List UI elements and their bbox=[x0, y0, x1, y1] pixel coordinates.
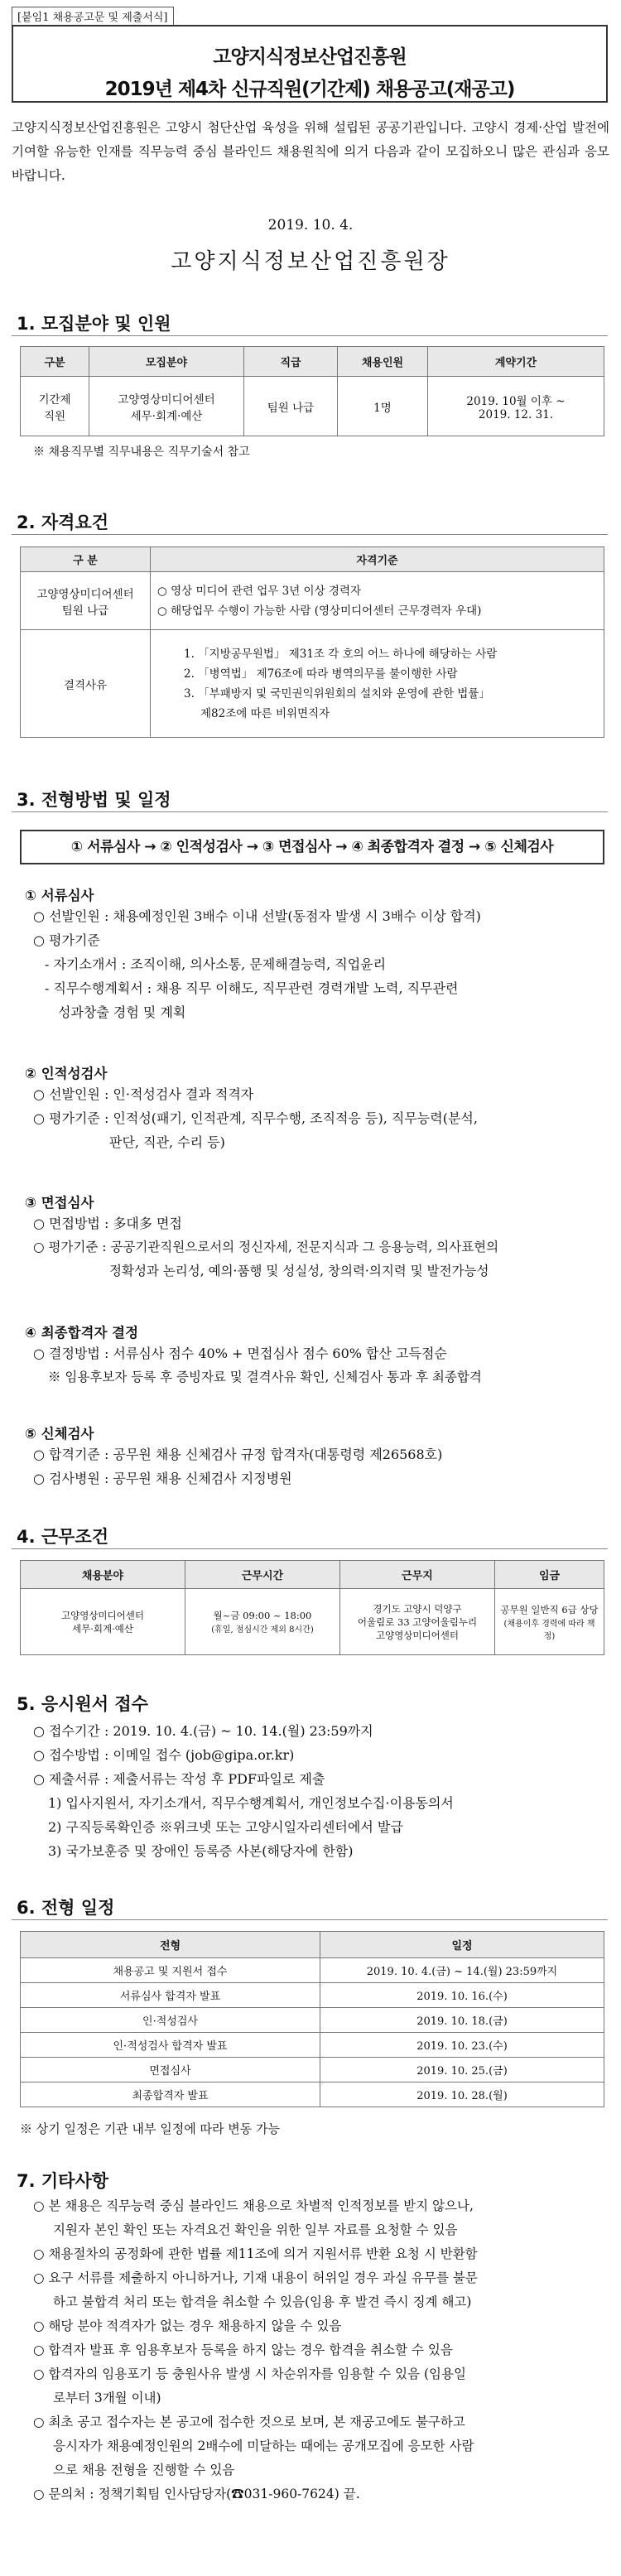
misc-line: ○ 본 채용은 직무능력 중심 블라인드 채용으로 차별적 인적정보를 받지 않으나, bbox=[33, 2198, 474, 2213]
misc-line: 하고 불합격 처리 또는 합격을 취소할 수 있음(임용 후 발견 즉시 징계 해고) bbox=[53, 2294, 472, 2309]
schedule-stage: 인·적성검사 bbox=[21, 2008, 320, 2033]
th-work-place: 근무지 bbox=[340, 1561, 495, 1589]
section6-divider bbox=[12, 1919, 608, 1920]
th-field: 모집분야 bbox=[89, 347, 244, 377]
misc-line: ○ 최초 공고 접수자는 본 공고에 접수한 것으로 보며, 본 재공고에도 불구하고 bbox=[33, 2415, 465, 2429]
step3-line: ○ 면접방법 : 多대多 면접 bbox=[33, 1216, 182, 1231]
section5-heading: 5. 응시원서 접수 bbox=[17, 1694, 148, 1714]
cell-disq-label: 결격사유 bbox=[21, 630, 151, 738]
step5-title: ⑤ 신체검사 bbox=[25, 1426, 94, 1442]
step1-title: ① 서류심사 bbox=[25, 888, 94, 903]
cell-work-pay: 공무원 일반직 6급 상당 (채용이후 경력에 따라 책정) bbox=[495, 1589, 604, 1655]
cell-qual-items bbox=[151, 572, 604, 630]
step1-line: ○ 선발인원 : 채용예정인원 3배수 이내 선발(동점자 발생 시 3배수 이상 합격) bbox=[33, 908, 481, 924]
step3-title: ③ 면접심사 bbox=[25, 1195, 94, 1211]
misc-line: 응시자가 채용예정인원의 2배수에 미달하는 때에는 공개모집에 응모한 사람 bbox=[53, 2439, 474, 2453]
section7-heading: 7. 기타사항 bbox=[17, 2171, 109, 2191]
schedule-stage: 최종합격자 발표 bbox=[21, 2082, 320, 2107]
th-qual-type: 구 분 bbox=[21, 547, 151, 572]
schedule-date: 2019. 10. 25.(금) bbox=[320, 2058, 604, 2082]
apply-line: ○ 제출서류 : 제출서류는 작성 후 PDF파일로 제출 bbox=[33, 1771, 325, 1787]
title-box bbox=[12, 25, 608, 103]
attachment-label: [붙임1 채용공고문 및 제출서식] bbox=[12, 7, 174, 26]
recruit-table bbox=[20, 346, 604, 436]
step1-line: 성과창출 경험 및 계획 bbox=[58, 1004, 186, 1020]
notice-date: 2019. 10. 4. bbox=[267, 217, 354, 234]
section1-heading: 1. 모집분야 및 인원 bbox=[17, 314, 171, 334]
contact-line: ○ 문의처 : 정책기획팀 인사담당자(☎031-960-7624) 끝. bbox=[33, 2487, 360, 2501]
th-work-hours: 근무시간 bbox=[185, 1561, 340, 1589]
section3-heading: 3. 전형방법 및 일정 bbox=[17, 790, 171, 810]
schedule-stage: 면접심사 bbox=[21, 2058, 320, 2082]
cell-qual-label: 고양영상미디어센터 팀원 나급 bbox=[21, 572, 151, 630]
section4-heading: 4. 근무조건 bbox=[17, 1527, 109, 1547]
disq-item: 3. 「부패방지 및 국민권익위원회의 설치와 운영에 관한 법률」 bbox=[184, 686, 490, 701]
th-type: 구분 bbox=[21, 347, 89, 377]
step4-line: ※ 임용후보자 등록 후 증빙자료 및 결격사유 확인, 신체검사 통과 후 최종합격 bbox=[48, 1370, 482, 1384]
cell-count: 1명 bbox=[338, 377, 428, 436]
misc-line: 으로 채용 전형을 진행할 수 있음 bbox=[53, 2463, 235, 2477]
schedule-date: 2019. 10. 23.(수) bbox=[320, 2033, 604, 2058]
disq-item: 2. 「병역법」 제76조에 따라 병역의무를 불이행한 사람 bbox=[184, 667, 458, 681]
schedule-table bbox=[20, 1931, 604, 2107]
section6-note: ※ 상기 일정은 기관 내부 일정에 따라 변동 가능 bbox=[20, 2121, 280, 2136]
th-qual-criteria: 자격기준 bbox=[151, 547, 604, 572]
misc-line: 지원자 본인 확인 또는 자격요건 확인을 위한 일부 자료를 요청할 수 있음 bbox=[53, 2222, 458, 2237]
schedule-date: 2019. 10. 18.(금) bbox=[320, 2008, 604, 2033]
cell-work-hours: 월~금 09:00 ~ 18:00 (휴일, 점심시간 제외 8시간) bbox=[185, 1589, 340, 1655]
schedule-date: 2019. 10. 28.(월) bbox=[320, 2082, 604, 2107]
disq-item: 제82조에 따른 비위면직자 bbox=[200, 706, 330, 720]
misc-line: ○ 해당 분야 적격자가 없는 경우 채용하지 않을 수 있음 bbox=[33, 2318, 342, 2333]
disq-item: 1. 「지방공무원법」 제31조 각 호의 어느 하나에 해당하는 사람 bbox=[184, 647, 498, 661]
qual-item: ○ 해당업무 수행이 가능한 사람 (영상미디어센터 근무경력자 우대) bbox=[157, 604, 482, 618]
cell-disq-items bbox=[151, 630, 604, 738]
section6-heading: 6. 전형 일정 bbox=[17, 1898, 115, 1918]
cell-type: 기간제 직원 bbox=[21, 377, 89, 436]
cell-field: 고양영상미디어센터 세무·회계·예산 bbox=[89, 377, 244, 436]
th-stage: 전형 bbox=[21, 1932, 320, 1958]
section1-divider bbox=[12, 335, 608, 336]
th-work-pay: 임금 bbox=[495, 1561, 604, 1589]
cell-work-place: 경기도 고양시 덕양구 어울림로 33 고양어울림누리 고양영상미디어센터 bbox=[340, 1589, 495, 1655]
step2-line: ○ 평가기준 : 인적성(패기, 인적관계, 직무수행, 조직적응 등), 직무능력(분석, bbox=[33, 1110, 478, 1126]
intro-paragraph: 고양지식정보산업진흥원은 고양시 첨단산업 육성을 위해 설립된 공공기관입니다. 고양시 경제·산업 발전에 기여할 유능한 인재를 직무능력 중심 블라인드 채용원칙에 의거 다음과 같이 모집하오니 많은 관심과 응모 바랍니다. bbox=[12, 120, 609, 183]
apply-line: 2) 구직등록확인증 ※위크넷 또는 고양시일자리센터에서 발급 bbox=[48, 1819, 403, 1835]
schedule-date: 2019. 10. 16.(수) bbox=[320, 1983, 604, 2008]
title-main: 2019년 제4차 신규직원(기간제) 채용공고(재공고) bbox=[104, 79, 515, 100]
apply-line: ○ 접수기간 : 2019. 10. 4.(금) ~ 10. 14.(월) 23:59까지 bbox=[33, 1723, 373, 1739]
th-grade: 직급 bbox=[244, 347, 338, 377]
section4-divider bbox=[12, 1548, 608, 1549]
qual-item: ○ 영상 미디어 관련 업무 3년 이상 경력자 bbox=[157, 584, 362, 598]
step2-title: ② 인적성검사 bbox=[25, 1066, 108, 1081]
step4-title: ④ 최종합격자 결정 bbox=[25, 1325, 139, 1341]
misc-line: ○ 채용절차의 공정화에 관한 법률 제11조에 의거 지원서류 반환 요청 시 반환함 bbox=[33, 2246, 478, 2261]
cell-period: 2019. 10월 이후 ~ 2019. 12. 31. bbox=[428, 377, 604, 436]
section1-note: ※ 채용직무별 직무내용은 직무기술서 참고 bbox=[33, 445, 250, 459]
step2-line: ○ 선발인원 : 인·적성검사 결과 적격자 bbox=[33, 1086, 254, 1102]
step5-line: ○ 검사병원 : 공무원 채용 신체검사 지정병원 bbox=[33, 1471, 292, 1486]
process-flow: ① 서류심사 → ② 인적성검사 → ③ 면접심사 → ④ 최종합격자 결정 → ⑤ 신체검사 bbox=[20, 830, 604, 864]
misc-line: ○ 합격자의 임용포기 등 충원사유 발생 시 차순위자를 임용할 수 있음 (임용일 bbox=[33, 2367, 466, 2381]
schedule-date: 2019. 10. 4.(금) ~ 14.(월) 23:59까지 bbox=[320, 1958, 604, 1983]
schedule-stage: 인·적성검사 합격자 발표 bbox=[21, 2033, 320, 2058]
section3-divider bbox=[12, 811, 608, 812]
step1-line: - 자기소개서 : 조직이해, 의사소통, 문제해결능력, 직업윤리 bbox=[45, 956, 387, 972]
schedule-stage: 서류심사 합격자 발표 bbox=[21, 1983, 320, 2008]
apply-line: ○ 접수방법 : 이메일 접수 (job@gipa.or.kr) bbox=[33, 1747, 295, 1763]
schedule-stage: 채용공고 및 지원서 접수 bbox=[21, 1958, 320, 1983]
step3-line: 정확성과 논리성, 예의·품행 및 성실성, 창의력·의지력 및 발전가능성 bbox=[109, 1264, 489, 1278]
step4-line: ○ 결정방법 : 서류심사 점수 40% + 면접심사 점수 60% 합산 고득점순 bbox=[33, 1346, 447, 1361]
step1-line: ○ 평가기준 bbox=[33, 932, 100, 948]
section2-divider bbox=[12, 534, 608, 535]
step3-line: ○ 평가기준 : 공공기관직원으로서의 정신자세, 전문지식과 그 응용능력, 의사표현의 bbox=[33, 1240, 499, 1254]
th-schedule: 일정 bbox=[320, 1932, 604, 1958]
apply-line: 1) 입사지원서, 자기소개서, 직무수행계획서, 개인정보수집·이용동의서 bbox=[48, 1795, 454, 1811]
work-conditions-table bbox=[20, 1560, 604, 1655]
misc-line: ○ 요구 서류를 제출하지 아니하거나, 기재 내용이 허위일 경우 과실 유무를 불문 bbox=[33, 2270, 478, 2285]
apply-line: 3) 국가보훈증 및 장애인 등록증 사본(해당자에 한함) bbox=[48, 1843, 354, 1859]
misc-line: ○ 합격자 발표 후 임용후보자 등록을 하지 않는 경우 합격을 취소할 수 있음 bbox=[33, 2342, 453, 2357]
title-org: 고양지식정보산업진흥원 bbox=[213, 46, 407, 68]
cell-grade: 팀원 나급 bbox=[244, 377, 338, 436]
step2-line: 판단, 직관, 수리 등) bbox=[109, 1134, 225, 1150]
misc-line: 로부터 3개월 이내) bbox=[53, 2391, 161, 2405]
step1-line: - 직무수행계획서 : 채용 직무 이해도, 직무관련 경력개발 노력, 직무관련 bbox=[45, 980, 459, 996]
step5-line: ○ 합격기준 : 공무원 채용 신체검사 규정 합격자(대통령령 제26568호) bbox=[33, 1447, 443, 1462]
th-work-field: 채용분야 bbox=[21, 1561, 185, 1589]
th-period: 계약기간 bbox=[428, 347, 604, 377]
th-count: 채용인원 bbox=[338, 347, 428, 377]
qualification-table bbox=[20, 546, 604, 738]
issuer: 고양지식정보산업진흥원장 bbox=[171, 249, 450, 274]
cell-work-field: 고양영상미디어센터 세무·회계·예산 bbox=[21, 1589, 185, 1655]
section2-heading: 2. 자격요건 bbox=[17, 513, 109, 532]
